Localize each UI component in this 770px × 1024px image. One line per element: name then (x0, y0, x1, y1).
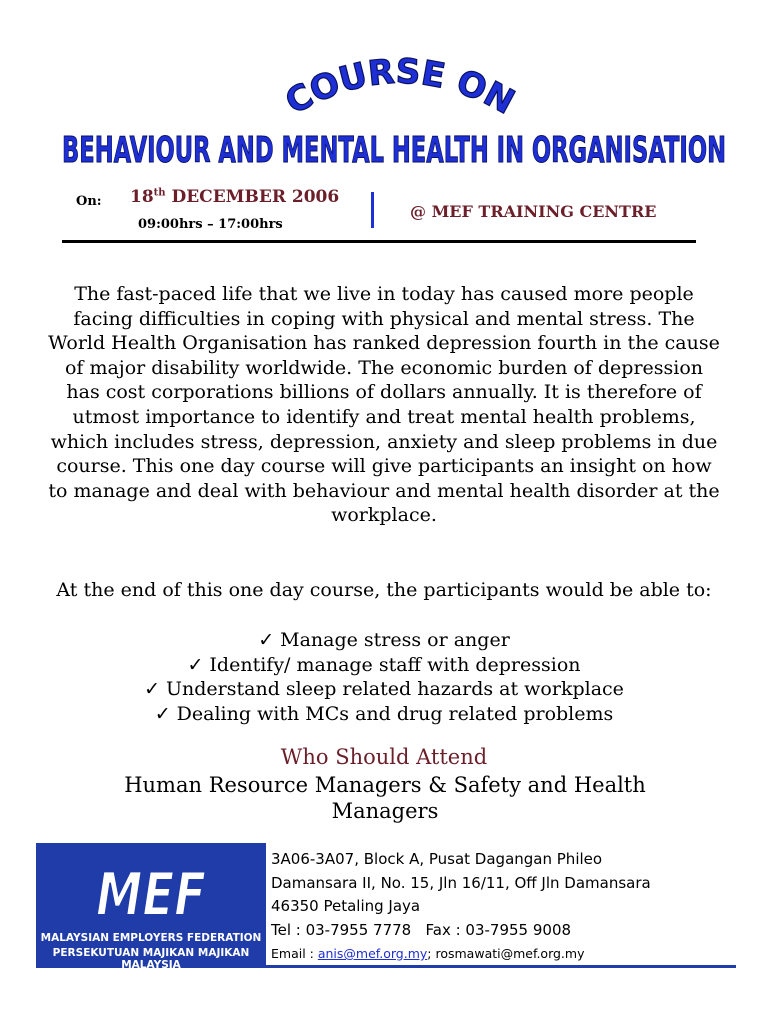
email-link[interactable]: anis@mef.org.my (317, 946, 428, 961)
on-label: On: (76, 194, 102, 209)
separator-bar (371, 192, 374, 228)
contact-block (271, 848, 741, 966)
audience-heading: Who Should Attend (280, 745, 488, 769)
list-item: ✓ Understand sleep related hazards at workplace (144, 678, 624, 701)
mef-logo-mark (94, 857, 208, 930)
check-icon: ✓ (144, 678, 160, 701)
logo-name-ms: PERSEKUTUAN MAJIKAN MAJIKAN MALAYSIA (52, 947, 250, 971)
event-date: 18th DECEMBER 2006 (130, 187, 340, 207)
audience-text: Human Resource Managers & Safety and Health Managers (124, 773, 646, 823)
address-line-1: 3A06-3A07, Block A, Pusat Dagangan Phileo (271, 850, 603, 868)
check-icon: ✓ (154, 702, 171, 725)
logo-name-en: MALAYSIAN EMPLOYERS FEDERATION (40, 932, 262, 944)
list-item: ✓ Identify/ manage staff with depression (187, 653, 581, 676)
email-line: Email : anis@mef.org.my; rosmawati@mef.org.my (271, 946, 585, 961)
svg-text:COURSE ON: COURSE ON (278, 52, 521, 123)
outcomes-intro: At the end of this one day course, the participants would be able to: (56, 579, 712, 601)
list-item: ✓ Manage stress or anger (258, 629, 510, 651)
address-line-2: Damansara II, No. 15, Jln 16/11, Off Jln Damansara (271, 873, 651, 892)
event-time: 09:00hrs – 17:00hrs (138, 217, 283, 232)
list-item: ✓ Dealing with MCs and drug related problems (154, 702, 614, 725)
check-icon: ✓ (187, 653, 204, 676)
mef-logo (36, 843, 266, 971)
check-icon: ✓ (258, 629, 275, 651)
svg-text:MEF: MEF (96, 860, 207, 930)
event-venue: @ MEF TRAINING CENTRE (410, 202, 657, 221)
phone-fax: Tel : 03-7955 7778 Fax : 03-7955 9008 (271, 920, 572, 939)
divider-line (62, 240, 696, 243)
footer-rule (266, 965, 736, 968)
course-title (58, 118, 730, 176)
address-line-3: 46350 Petaling Jaya (271, 897, 421, 915)
svg-text:BEHAVIOUR AND MENTAL HEALTH IN: BEHAVIOUR AND MENTAL HEALTH IN ORGANISATION (62, 130, 726, 171)
outcomes-list (48, 628, 720, 726)
course-description: The fast-paced life that we live in today has caused more people facing difficulties in coping with physical and mental stress. The World Health Organisation has ranked depression fourth in the cause of major disability worldwide. The economic burden of depression has cost corporations billions of dollars annually. It is therefore of utmost importance to identify and treat mental health problems, which includes stress, depression, anxiety and sleep problems in due course. This one day course will give participants an insight on how to manage and deal with behaviour and mental health disorder at the workplace. (48, 283, 720, 527)
